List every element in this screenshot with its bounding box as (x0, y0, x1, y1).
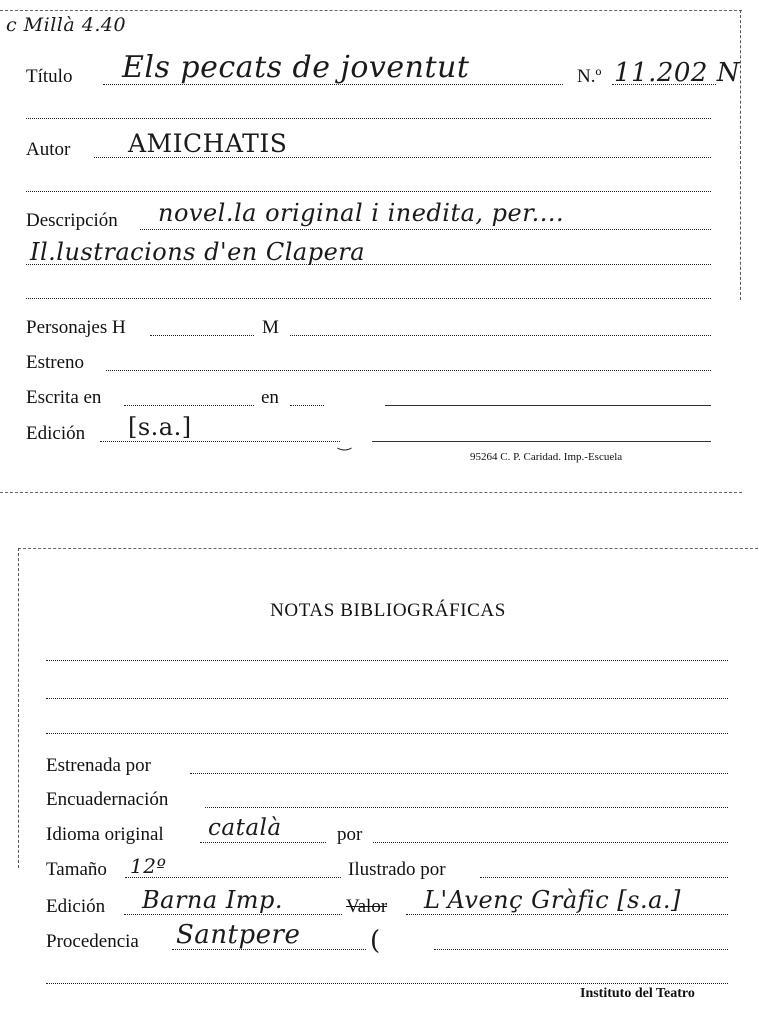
escrita-line (124, 405, 254, 406)
edicion-value: [s.a.] (128, 413, 192, 441)
descripcion-label: Descripción (26, 210, 118, 231)
estrenada-line (190, 773, 728, 774)
personajes-m-label: M (262, 317, 279, 338)
escrita-right-line (385, 405, 711, 406)
titulo-label: Título (26, 66, 73, 87)
procedencia-mark: ( (370, 926, 381, 956)
card2-left-edge (18, 548, 19, 868)
edicion2-value: Barna Imp. (142, 886, 284, 914)
ilustrado-label: Ilustrado por (348, 859, 446, 880)
autor-value: AMICHATIS (128, 129, 288, 158)
personajes-h-line (150, 335, 254, 336)
edicion2-line (124, 914, 342, 915)
autor-extra-line (26, 191, 711, 192)
estrenada-label: Estrenada por (46, 755, 151, 776)
escrita-en-label: en (261, 387, 279, 408)
edicion-line (100, 441, 340, 442)
por-label: por (337, 824, 363, 845)
tamano-value: 12º (130, 854, 167, 878)
descripcion-line-1 (140, 229, 711, 230)
card2-heading: NOTAS BIBLIOGRÁFICAS (270, 600, 506, 621)
notas-line-3 (46, 733, 728, 734)
personajes-label: Personajes H (26, 317, 126, 338)
valor-label: Valor (346, 896, 388, 917)
tamano-label: Tamaño (46, 859, 107, 880)
printer-mark: 95264 C. P. Caridad. Imp.-Escuela (470, 451, 623, 463)
numero-value: 11.202 N (614, 58, 740, 88)
procedencia-value: Santpere (176, 920, 301, 950)
personajes-m-line (290, 335, 711, 336)
notch-mark: ‿ (338, 434, 351, 451)
notas-line-2 (46, 698, 728, 699)
encuadernacion-label: Encuadernación (46, 789, 169, 810)
corner-note: c Millà 4.40 (6, 14, 127, 36)
notas-line-1 (46, 660, 728, 661)
descripcion-value-2: Il.lustracions d'en Clapera (30, 238, 366, 266)
card-right-edge (740, 10, 741, 300)
idioma-label: Idioma original (46, 824, 164, 845)
estreno-label: Estreno (26, 352, 85, 373)
valor-line (406, 914, 728, 915)
edicion-right-line (372, 441, 711, 442)
autor-label: Autor (26, 139, 71, 160)
procedencia-right-line (434, 949, 728, 950)
bottom-line (46, 983, 728, 984)
estreno-line (106, 370, 711, 371)
edicion2-label: Edición (46, 896, 106, 917)
edicion-label: Edición (26, 423, 86, 444)
card2-footer: Instituto del Teatro (580, 986, 695, 1001)
por-line (373, 842, 728, 843)
card-top-edge (0, 10, 742, 11)
procedencia-label: Procedencia (46, 931, 139, 952)
numero-label: N.º (577, 66, 602, 87)
titulo-extra-line (26, 118, 711, 119)
encuadernacion-line (205, 807, 728, 808)
ilustrado-line (480, 877, 728, 878)
escrita-en-line (290, 405, 324, 406)
card-bottom-edge (0, 492, 742, 493)
descripcion-value-1: novel.la original i inedita, per.... (158, 199, 565, 227)
idioma-value: català (208, 815, 282, 841)
descripcion-line-3 (26, 298, 711, 299)
titulo-value: Els pecats de joventut (122, 50, 470, 85)
idioma-line (200, 842, 326, 843)
escrita-label: Escrita en (26, 387, 102, 408)
card2-top-edge (18, 548, 758, 549)
valor-value: L'Avenç Gràfic [s.a.] (424, 886, 681, 914)
